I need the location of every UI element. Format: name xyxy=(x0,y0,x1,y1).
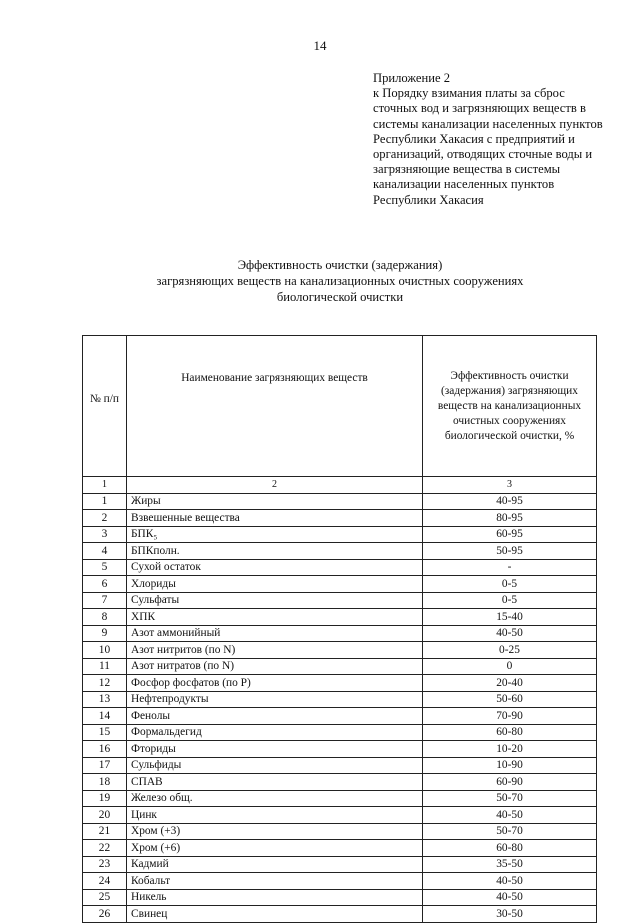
document-title-line-3: биологической очистки xyxy=(276,290,404,304)
row-number: 22 xyxy=(83,840,127,857)
table-row xyxy=(83,576,597,593)
substance-name: Цинк xyxy=(127,807,423,824)
efficiency-value: 10-20 xyxy=(423,741,597,758)
substance-name: СПАВ xyxy=(127,774,423,791)
row-number: 15 xyxy=(83,724,127,741)
table-row xyxy=(83,592,597,609)
row-number: 16 xyxy=(83,741,127,758)
table-row xyxy=(83,526,597,543)
row-number: 6 xyxy=(83,576,127,593)
efficiency-value: 50-70 xyxy=(423,790,597,807)
appendix-title: Приложение 2 xyxy=(373,71,451,85)
efficiency-value: 60-90 xyxy=(423,774,597,791)
efficiency-value: 60-80 xyxy=(423,724,597,741)
table-row xyxy=(83,889,597,906)
substance-name: Хром (+3) xyxy=(127,823,423,840)
table-row xyxy=(83,708,597,725)
row-number: 17 xyxy=(83,757,127,774)
header-efficiency: Эффективность очистки (задержания) загрязняющих веществ на канализационных очистных сооружениях биологической очистки, % xyxy=(423,336,597,477)
table-row xyxy=(83,642,597,659)
row-number: 12 xyxy=(83,675,127,692)
substance-name: Хлориды xyxy=(127,576,423,593)
table-row xyxy=(83,774,597,791)
row-number: 14 xyxy=(83,708,127,725)
table-row xyxy=(83,741,597,758)
table-row xyxy=(83,691,597,708)
row-number: 11 xyxy=(83,658,127,675)
table-row xyxy=(83,493,597,510)
row-number: 7 xyxy=(83,592,127,609)
efficiency-table xyxy=(82,335,597,923)
header-substance-name: Наименование загрязняющих веществ xyxy=(127,336,423,477)
table-row xyxy=(83,757,597,774)
table-row xyxy=(83,658,597,675)
table-row xyxy=(83,906,597,923)
substance-name: Кадмий xyxy=(127,856,423,873)
substance-name: Фосфор фосфатов (по Р) xyxy=(127,675,423,692)
row-number: 13 xyxy=(83,691,127,708)
column-index: 2 xyxy=(127,477,423,494)
substance-name: Сульфиды xyxy=(127,757,423,774)
table-row xyxy=(83,873,597,890)
substance-name: Нефтепродукты xyxy=(127,691,423,708)
substance-name: Азот нитритов (по N) xyxy=(127,642,423,659)
table-row xyxy=(83,856,597,873)
row-number: 24 xyxy=(83,873,127,890)
efficiency-value: 30-50 xyxy=(423,906,597,923)
table-row xyxy=(83,510,597,527)
substance-name: Фенолы xyxy=(127,708,423,725)
efficiency-value: 15-40 xyxy=(423,609,597,626)
page-number: 14 xyxy=(313,38,327,53)
row-number: 5 xyxy=(83,559,127,576)
table-header-row xyxy=(83,336,597,477)
table-row xyxy=(83,724,597,741)
efficiency-value: 40-50 xyxy=(423,873,597,890)
appendix-block xyxy=(373,71,603,208)
row-number: 10 xyxy=(83,642,127,659)
substance-name: БПКполн. xyxy=(127,543,423,560)
efficiency-value: 80-95 xyxy=(423,510,597,527)
table-row xyxy=(83,823,597,840)
appendix-text: к Порядку взимания платы за сброс сточных вод и загрязняющих веществ в системы канализации населенных пунктов Республики Хакасия с предприятий и организаций, отводящих сточные воды и загрязняющие вещества в системы канализации населенных пунктов Республики Хакасия xyxy=(373,86,603,207)
table-row xyxy=(83,675,597,692)
column-index: 1 xyxy=(83,477,127,494)
efficiency-value: 50-60 xyxy=(423,691,597,708)
row-number: 4 xyxy=(83,543,127,560)
header-number: № п/п xyxy=(83,336,127,477)
substance-name: Никель xyxy=(127,889,423,906)
row-number: 19 xyxy=(83,790,127,807)
substance-name: Сульфаты xyxy=(127,592,423,609)
document-title xyxy=(60,257,620,305)
efficiency-value: 60-80 xyxy=(423,840,597,857)
table-row xyxy=(83,790,597,807)
substance-name: Азот нитратов (по N) xyxy=(127,658,423,675)
row-number: 2 xyxy=(83,510,127,527)
row-number: 18 xyxy=(83,774,127,791)
substance-name: Взвешенные вещества xyxy=(127,510,423,527)
efficiency-value: 50-70 xyxy=(423,823,597,840)
row-number: 3 xyxy=(83,526,127,543)
efficiency-value: 35-50 xyxy=(423,856,597,873)
table-row xyxy=(83,609,597,626)
table-row xyxy=(83,543,597,560)
substance-name: Свинец xyxy=(127,906,423,923)
row-number: 25 xyxy=(83,889,127,906)
column-index-row xyxy=(83,477,597,494)
table-row xyxy=(83,559,597,576)
column-index: 3 xyxy=(423,477,597,494)
efficiency-value: 20-40 xyxy=(423,675,597,692)
efficiency-value: 60-95 xyxy=(423,526,597,543)
table-row xyxy=(83,625,597,642)
table-row xyxy=(83,840,597,857)
efficiency-value: 50-95 xyxy=(423,543,597,560)
table-body xyxy=(83,493,597,922)
substance-name: Железо общ. xyxy=(127,790,423,807)
substance-name: ХПК xyxy=(127,609,423,626)
row-number: 8 xyxy=(83,609,127,626)
substance-name: Сухой остаток xyxy=(127,559,423,576)
row-number: 23 xyxy=(83,856,127,873)
document-title-line-1: Эффективность очистки (задержания) xyxy=(237,258,443,272)
substance-name: Фториды xyxy=(127,741,423,758)
substance-name: Кобальт xyxy=(127,873,423,890)
substance-name: БПК₅ xyxy=(127,526,423,543)
efficiency-value: 40-50 xyxy=(423,625,597,642)
efficiency-value: 0-5 xyxy=(423,592,597,609)
efficiency-value: 40-95 xyxy=(423,493,597,510)
document-title-line-2: загрязняющих веществ на канализационных очистных сооружениях xyxy=(156,274,524,288)
efficiency-value: 0-25 xyxy=(423,642,597,659)
substance-name: Формальдегид xyxy=(127,724,423,741)
substance-name: Жиры xyxy=(127,493,423,510)
substance-name: Хром (+6) xyxy=(127,840,423,857)
row-number: 21 xyxy=(83,823,127,840)
row-number: 26 xyxy=(83,906,127,923)
efficiency-value: 40-50 xyxy=(423,889,597,906)
efficiency-value: - xyxy=(423,559,597,576)
row-number: 9 xyxy=(83,625,127,642)
row-number: 20 xyxy=(83,807,127,824)
efficiency-value: 0-5 xyxy=(423,576,597,593)
substance-name: Азот аммонийный xyxy=(127,625,423,642)
efficiency-value: 10-90 xyxy=(423,757,597,774)
efficiency-value: 0 xyxy=(423,658,597,675)
table-row xyxy=(83,807,597,824)
row-number: 1 xyxy=(83,493,127,510)
efficiency-value: 40-50 xyxy=(423,807,597,824)
efficiency-value: 70-90 xyxy=(423,708,597,725)
